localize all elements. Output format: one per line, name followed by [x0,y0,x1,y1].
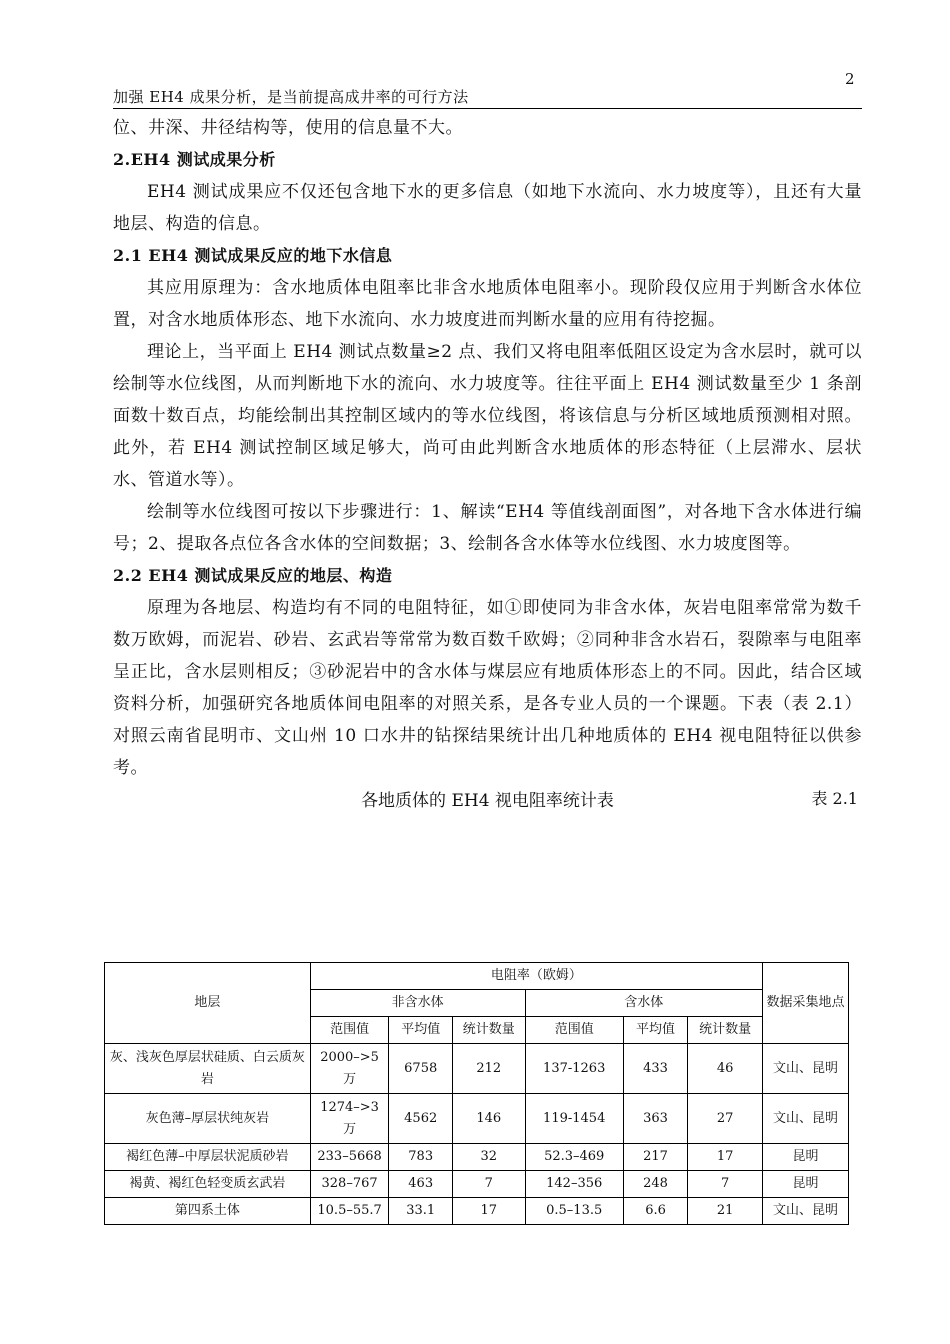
cell-nr-count: 32 [452,1144,525,1171]
cell-nr-mean: 6758 [389,1044,452,1094]
table-row [105,1171,849,1198]
table-row [105,1044,849,1094]
table-row [105,1198,849,1225]
paragraph-overview: EH4 测试成果应不仅还包含地下水的更多信息（如地下水流向、水力坡度等），且还有大量地层、构造的信息。 [113,182,862,234]
cell-location: 文山、昆明 [762,1198,848,1225]
table-row [105,1094,849,1144]
cell-w-mean: 248 [623,1171,687,1198]
paragraph-strata: 原理为各地层、构造均有不同的电阻特征，如①即使同为非含水体，灰岩电阻率常常为数千数万欧姆，而泥岩、砂岩、玄武岩等常常为数百数千欧姆；②同种非含水岩石，裂隙率与电阻率呈正比，含水层则相反；③砂泥岩中的含水体与煤层应有地质体形态上的不同。因此，结合区域资料分析，加强研究各地质体间电阻率的对照关系，是各专业人员的一个课题。下表（表 2.1）对照云南省昆明市、文山州 10 口水井的钻探结果统计出几种地质体的 EH4 视电阻特征以供参考。 [113,598,862,778]
cell-nr-count: 146 [452,1094,525,1144]
section-heading-2-1: 2.1 EH4 测试成果反应的地下水信息 [113,246,393,265]
cell-stratum: 褐红色薄–中厚层状泥质砂岩 [105,1144,311,1171]
cell-w-range: 52.3–469 [525,1144,623,1171]
cell-w-mean: 363 [623,1094,687,1144]
header-count: 统计数量 [452,1017,525,1044]
page-number: 2 [845,70,855,88]
paragraph-theory: 理论上，当平面上 EH4 测试点数量≥2 点、我们又将电阻率低阻区设定为含水层时，就可以绘制等水位线图，从而判断地下水的流向、水力坡度等。往往平面上 EH4 测试数量至少 1 条剖面数十数百点，均能绘制出其控制区域内的等水位线图，将该信息与分析区域地质预测相对照。此外，若 EH4 测试控制区域足够大，尚可由此判断含水地质体的形态特征（上层滞水、层状水、管道水等）。 [113,342,862,490]
header-water: 含水体 [525,990,762,1017]
header-count: 统计数量 [688,1017,763,1044]
section-heading-2-2: 2.2 EH4 测试成果反应的地层、构造 [113,566,393,585]
cell-w-count: 21 [688,1198,763,1225]
cell-nr-range: 233–5668 [310,1144,389,1171]
cell-nr-count: 7 [452,1171,525,1198]
table-header-row-1 [105,963,849,990]
cell-nr-range: 2000–>5 万 [310,1044,389,1094]
cell-w-range: 137-1263 [525,1044,623,1094]
cell-w-range: 119-1454 [525,1094,623,1144]
cell-nr-count: 17 [452,1198,525,1225]
cell-w-count: 17 [688,1144,763,1171]
cell-w-count: 7 [688,1171,763,1198]
cell-w-range: 0.5–13.5 [525,1198,623,1225]
cell-location: 文山、昆明 [762,1094,848,1144]
paragraph-principle: 其应用原理为：含水地质体电阻率比非含水地质体电阻率小。现阶段仅应用于判断含水体位置，对含水地质体形态、地下水流向、水力坡度进而判断水量的应用有待挖掘。 [113,278,862,330]
body-text [113,112,862,814]
cell-location: 文山、昆明 [762,1044,848,1094]
cell-stratum: 灰色薄–厚层状纯灰岩 [105,1094,311,1144]
header-resistivity: 电阻率（欧姆） [310,963,762,990]
cell-location: 昆明 [762,1171,848,1198]
header-location: 数据采集地点 [762,963,848,1044]
cell-w-count: 27 [688,1094,763,1144]
cell-w-mean: 217 [623,1144,687,1171]
header-rule [113,108,862,109]
paragraph-intro-tail: 位、井深、井径结构等，使用的信息量不大。 [113,118,463,138]
cell-w-mean: 6.6 [623,1198,687,1225]
cell-stratum: 褐黄、褐红色轻变质玄武岩 [105,1171,311,1198]
cell-nr-range: 1274–>3 万 [310,1094,389,1144]
header-non-water: 非含水体 [310,990,525,1017]
table-caption: 各地质体的 EH4 视电阻率统计表 [361,791,614,811]
cell-nr-mean: 4562 [389,1094,452,1144]
paragraph-steps: 绘制等水位线图可按以下步骤进行：1、解读“EH4 等值线剖面图”，对各地下含水体进行编号；2、提取各点位各含水体的空间数据；3、绘制各含水体等水位线图、水力坡度图等。 [113,502,862,554]
header-strata: 地层 [105,963,311,1044]
cell-nr-mean: 463 [389,1171,452,1198]
resistivity-table [104,962,849,1225]
cell-nr-mean: 783 [389,1144,452,1171]
header-range: 范围值 [310,1017,389,1044]
table-caption-row [113,784,862,814]
cell-location: 昆明 [762,1144,848,1171]
header-mean: 平均值 [389,1017,452,1044]
cell-w-range: 142–356 [525,1171,623,1198]
section-heading-2: 2.EH4 测试成果分析 [113,150,276,169]
cell-w-count: 46 [688,1044,763,1094]
cell-nr-mean: 33.1 [389,1198,452,1225]
cell-nr-range: 328–767 [310,1171,389,1198]
running-header: 加强 EH4 成果分析，是当前提高成井率的可行方法 [113,88,469,106]
table-row [105,1144,849,1171]
header-range: 范围值 [525,1017,623,1044]
table-number: 表 2.1 [811,789,858,808]
cell-stratum: 第四系土体 [105,1198,311,1225]
cell-nr-count: 212 [452,1044,525,1094]
cell-w-mean: 433 [623,1044,687,1094]
header-mean: 平均值 [623,1017,687,1044]
cell-stratum: 灰、浅灰色厚层状硅质、白云质灰岩 [105,1044,311,1094]
cell-nr-range: 10.5–55.7 [310,1198,389,1225]
